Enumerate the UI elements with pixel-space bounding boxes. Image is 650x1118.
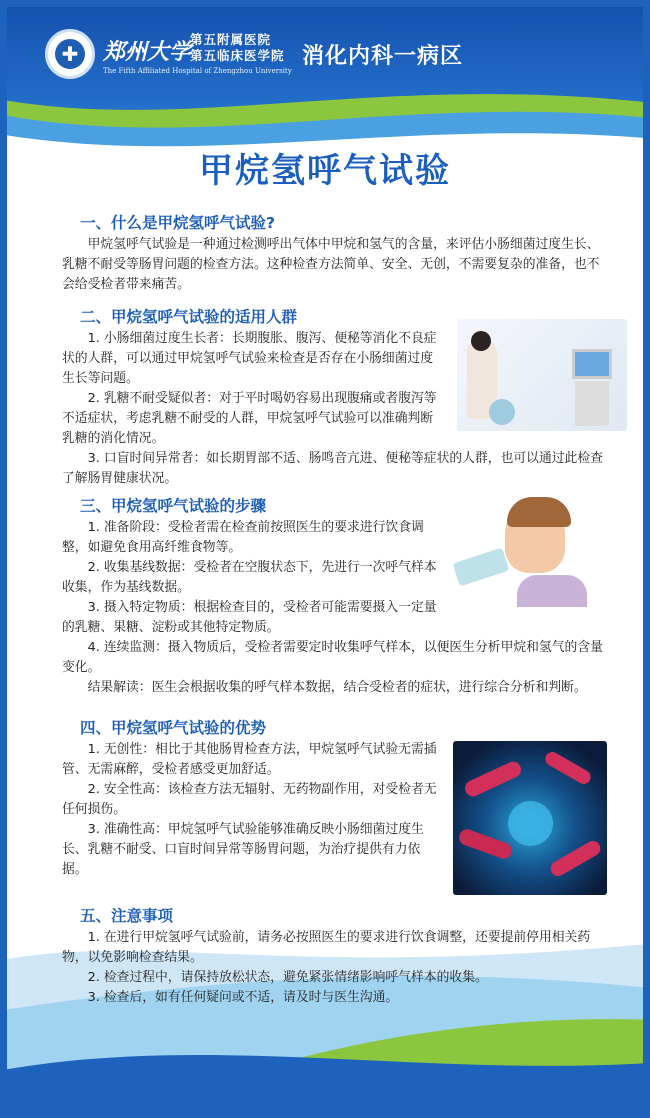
paragraph: 3. 口盲时间异常者：如长期胃部不适、肠鸣音亢进、便秘等症状的人群，也可以通过此检查了解肠胃健康状况。 bbox=[62, 451, 603, 486]
section-heading: 四、甲烷氢呼气试验的优势 bbox=[80, 719, 267, 737]
hospital-name-english: The Fifth Affiliated Hospital of Zhengzhou University bbox=[103, 67, 292, 75]
section-precautions bbox=[62, 904, 610, 1008]
paragraph: 1. 在进行甲烷氢呼气试验前，请务必按照医生的要求进行饮食调整，还要提前停用相关药物，以免影响检查结果。 bbox=[62, 930, 591, 965]
department-name: 消化内科一病区 bbox=[302, 44, 464, 69]
hospital-name-line2: 第五临床医学院 bbox=[190, 48, 285, 63]
paragraph: 1. 准备阶段：受检者需在检查前按照医生的要求进行饮食调整，如避免食用高纤维食物等。 bbox=[62, 520, 424, 555]
section-heading: 三、甲烷氢呼气试验的步骤 bbox=[80, 497, 267, 515]
hospital-name bbox=[190, 32, 285, 64]
paragraph: 甲烷氢呼气试验是一种通过检测呼出气体中甲烷和氢气的含量，来评估小肠细菌过度生长、乳糖不耐受等肠胃问题的检查方法。这种检查方法简单、安全、无创，不需要复杂的准备，也不会给受检者带来痛苦。 bbox=[62, 237, 600, 292]
paragraph: 2. 乳糖不耐受疑似者：对于平时喝奶容易出现腹痛或者腹泻等不适症状，考虑乳糖不耐受的人群，甲烷氢呼气试验可以准确判断乳糖的消化情况。 bbox=[62, 391, 437, 446]
paragraph: 3. 准确性高：甲烷氢呼气试验能够准确反映小肠细菌过度生长、乳糖不耐受、口盲时间异常等肠胃问题，为治疗提供有力依据。 bbox=[62, 822, 424, 877]
section-heading: 五、注意事项 bbox=[80, 907, 174, 925]
paragraph: 2. 检查过程中，请保持放松状态，避免紧张情绪影响呼气样本的收集。 bbox=[87, 970, 488, 985]
page-title: 甲烷氢呼气试验 bbox=[199, 151, 451, 191]
paragraph: 3. 摄入特定物质：根据检查目的，受检者可能需要摄入一定量的乳糖、果糖、淀粉或其他特定物质。 bbox=[62, 600, 437, 635]
university-name: 郑州大学 bbox=[103, 39, 192, 65]
paragraph: 2. 安全性高：该检查方法无辐射、无药物副作用，对受检者无任何损伤。 bbox=[62, 782, 437, 817]
intestinal-bacteria-image bbox=[453, 741, 607, 895]
paragraph: 结果解读：医生会根据收集的呼气样本数据，结合受检者的症状，进行综合分析和判断。 bbox=[87, 680, 587, 695]
hospital-name-line1: 第五附属医院 bbox=[190, 32, 272, 47]
paragraph: 1. 无创性：相比于其他肠胃检查方法，甲烷氢呼气试验无需插管、无需麻醉，受检者感受更加舒适。 bbox=[62, 742, 437, 777]
breath-test-machine-image bbox=[457, 319, 627, 431]
section-heading: 一、什么是甲烷氢呼气试验? bbox=[80, 214, 275, 232]
paragraph: 2. 收集基线数据：受检者在空腹状态下，先进行一次呼气样本收集，作为基线数据。 bbox=[62, 560, 437, 595]
paragraph: 1. 小肠细菌过度生长者：长期腹胀、腹泻、便秘等消化不良症状的人群，可以通过甲烷氢呼气试验来检查是否存在小肠细菌过度生长等问题。 bbox=[62, 331, 437, 386]
section-heading: 二、甲烷氢呼气试验的适用人群 bbox=[80, 308, 298, 326]
section-what-is bbox=[62, 211, 610, 295]
hospital-logo: ✚ bbox=[45, 29, 95, 79]
paragraph: 4. 连续监测：摄入物质后，受检者需要定时收集呼气样本，以便医生分析甲烷和氢气的含量变化。 bbox=[62, 640, 603, 675]
person-breathing-into-bag-illustration bbox=[447, 495, 597, 607]
paragraph: 3. 检查后，如有任何疑问或不适，请及时与医生沟通。 bbox=[87, 990, 399, 1005]
